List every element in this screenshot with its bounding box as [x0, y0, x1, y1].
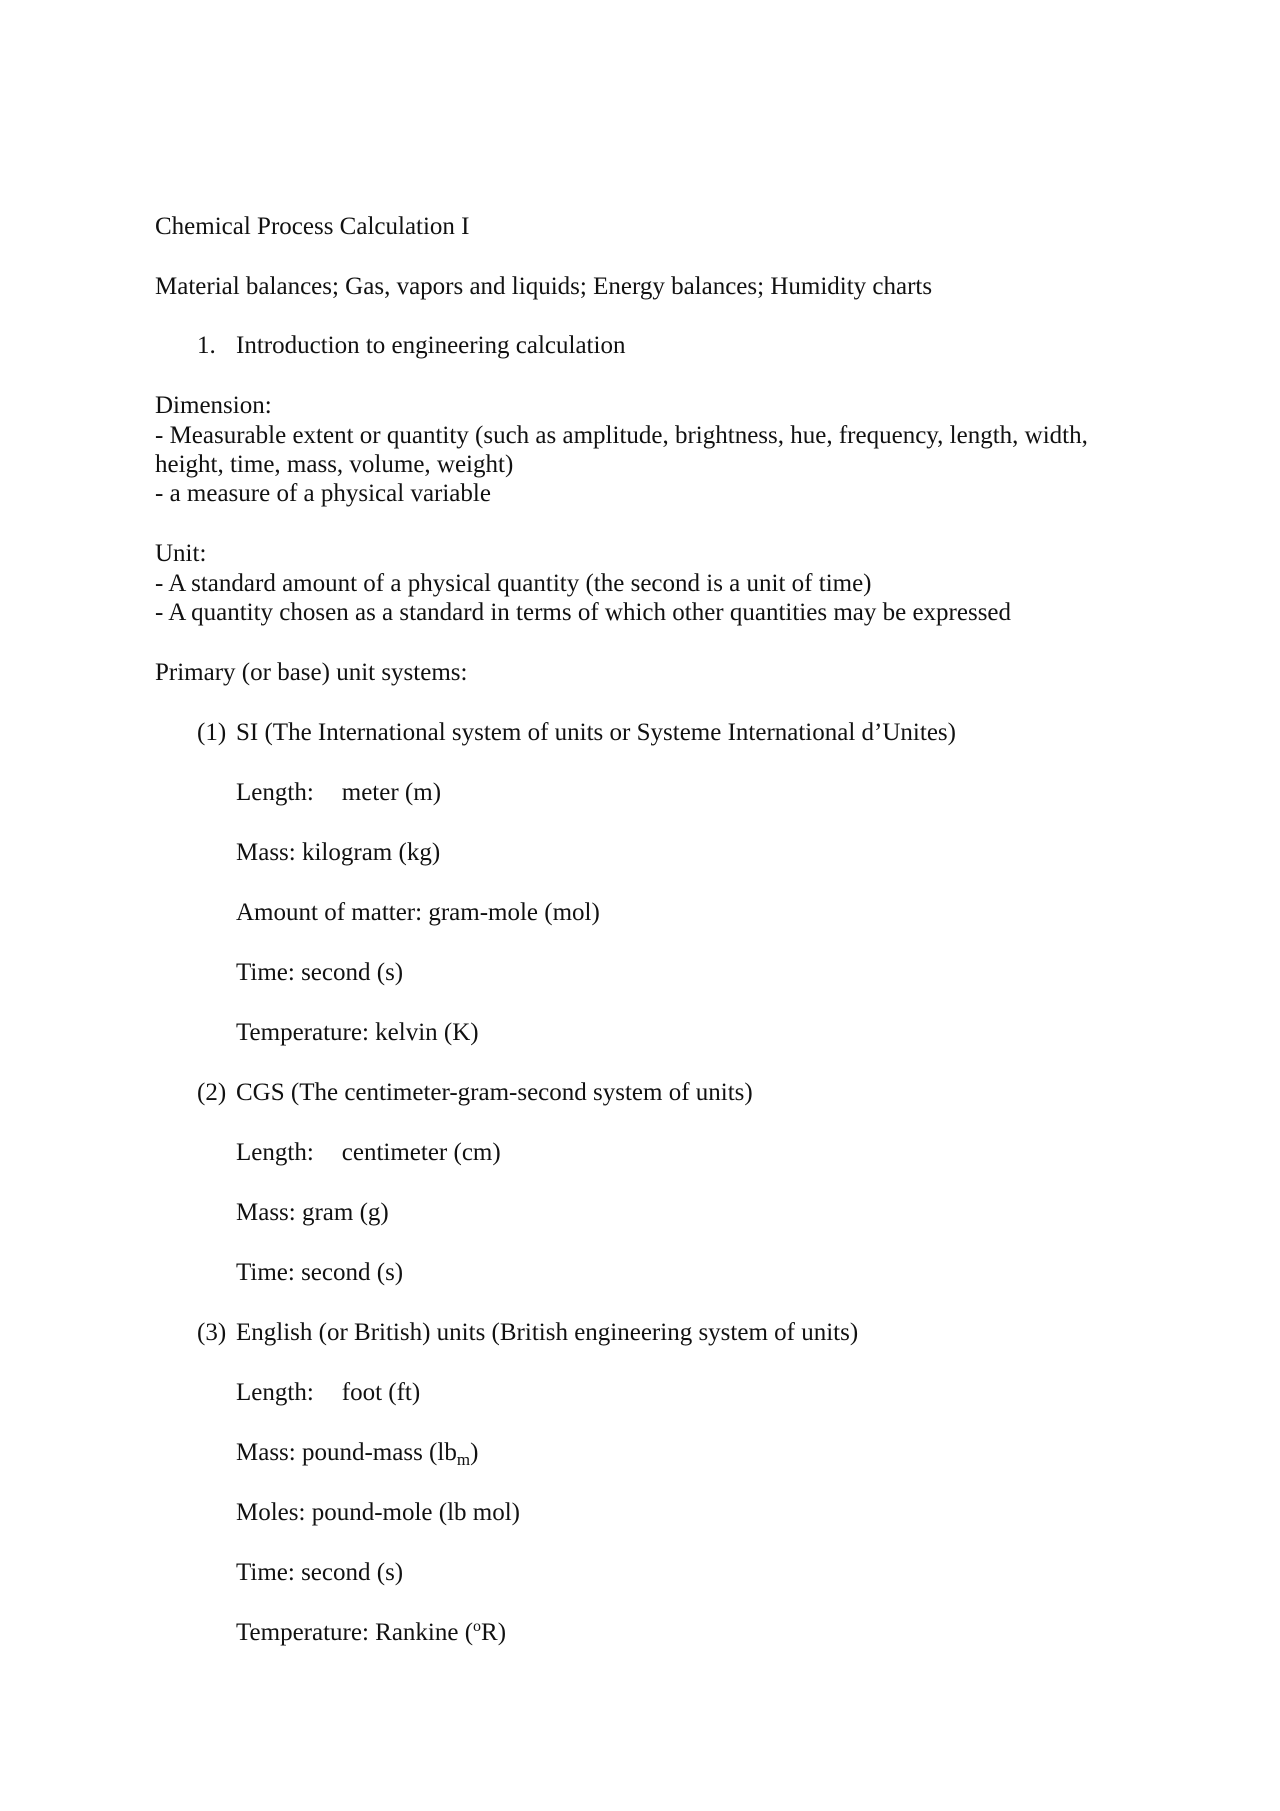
unit-heading: Unit: [155, 540, 207, 567]
english-number: (3) [197, 1319, 227, 1346]
si-temperature: Temperature: kelvin (K) [236, 1019, 479, 1046]
english-mass-subscript: m [456, 1450, 471, 1469]
english-length-value: foot (ft) [341, 1379, 421, 1406]
cgs-length-label: Length: [236, 1139, 314, 1166]
si-length-label: Length: [236, 779, 314, 806]
primary-heading: Primary (or base) unit systems: [155, 659, 468, 686]
english-moles: Moles: pound-mole (lb mol) [236, 1499, 520, 1526]
si-length [236, 778, 441, 808]
si-title: SI (The International system of units or Systeme International d’Unites) [236, 719, 956, 746]
si-length-value: meter (m) [341, 779, 442, 806]
si-mass: Mass: kilogram (kg) [236, 839, 441, 866]
dimension-line-1: - Measurable extent or quantity (such as amplitude, brightness, hue, frequency, length, width, [155, 422, 1088, 449]
cgs-number: (2) [197, 1079, 227, 1106]
english-mass [236, 1438, 478, 1468]
unit-line-2: - A quantity chosen as a standard in terms of which other quantities may be expressed [155, 599, 1012, 626]
english-time: Time: second (s) [236, 1559, 404, 1586]
english-mass-close: ) [470, 1439, 479, 1466]
english-temp-text: Temperature: Rankine ( [236, 1619, 474, 1646]
dimension-line-2: height, time, mass, volume, weight) [155, 451, 514, 478]
english-temp-close: R) [481, 1619, 507, 1646]
cgs-title: CGS (The centimeter-gram-second system of units) [236, 1079, 753, 1106]
cgs-length-value: centimeter (cm) [341, 1139, 501, 1166]
si-time: Time: second (s) [236, 959, 404, 986]
english-mass-text: Mass: pound-mass (lb [236, 1439, 457, 1466]
english-length-label: Length: [236, 1379, 314, 1406]
cgs-mass: Mass: gram (g) [236, 1199, 389, 1226]
si-amount: Amount of matter: gram-mole (mol) [236, 899, 600, 926]
section-title: Introduction to engineering calculation [236, 332, 626, 359]
cgs-length [236, 1138, 501, 1168]
english-temperature [236, 1618, 506, 1648]
dimension-line-3: - a measure of a physical variable [155, 480, 491, 507]
english-temp-degree: o [473, 1618, 482, 1635]
topics-line: Material balances; Gas, vapors and liquids; Energy balances; Humidity charts [155, 273, 933, 300]
english-length [236, 1378, 420, 1408]
document-title: Chemical Process Calculation I [155, 213, 470, 240]
english-title: English (or British) units (British engineering system of units) [236, 1319, 859, 1346]
section-number: 1. [197, 332, 216, 359]
cgs-time: Time: second (s) [236, 1259, 404, 1286]
dimension-heading: Dimension: [155, 392, 272, 419]
unit-line-1: - A standard amount of a physical quantity (the second is a unit of time) [155, 570, 872, 597]
si-number: (1) [197, 719, 227, 746]
